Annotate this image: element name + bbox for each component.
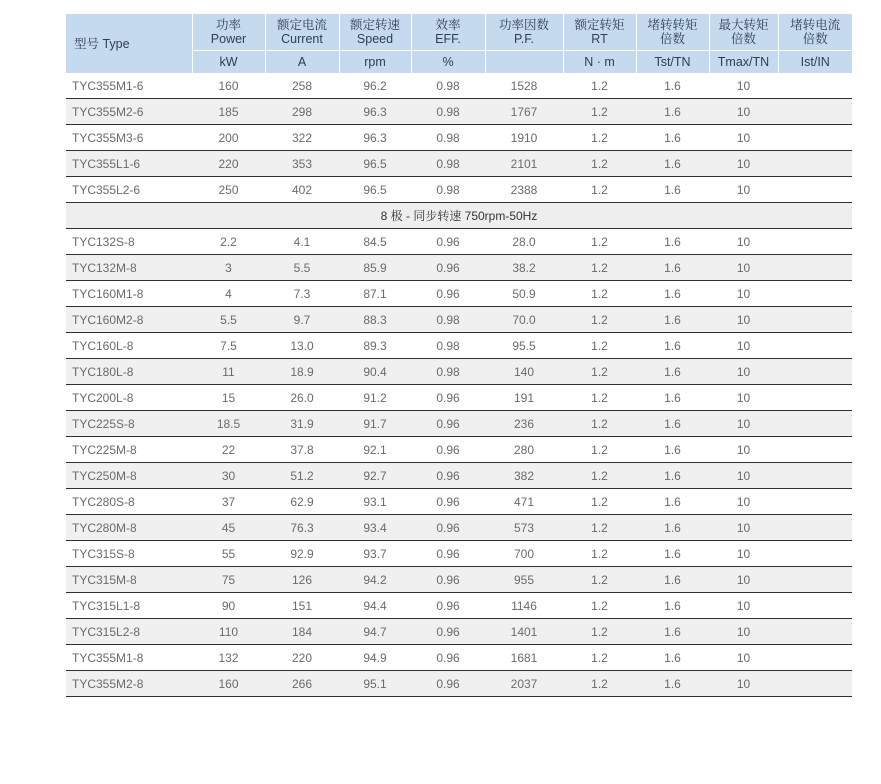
table-header [66,14,852,73]
table-cell: 92.9 [265,541,339,567]
header-line: EFF. [435,32,461,46]
table-cell: 96.3 [339,125,411,151]
header-speed [339,14,411,51]
table-cell: 0.96 [411,645,485,671]
table-cell: 0.98 [411,73,485,99]
table-cell: 10 [709,567,778,593]
unit-rated-torque: N · m [563,51,636,74]
table-cell: 1.6 [636,229,709,255]
table-cell: 1.2 [563,671,636,697]
table-cell [778,567,852,593]
table-cell: 10 [709,619,778,645]
cell-model: TYC315M-8 [66,567,192,593]
table-cell: 353 [265,151,339,177]
table-cell: 10 [709,593,778,619]
table-cell: 94.9 [339,645,411,671]
table-cell: 1.2 [563,281,636,307]
table-row [66,255,852,281]
unit-speed: rpm [339,51,411,74]
table-row [66,177,852,203]
table-cell: 1.2 [563,541,636,567]
table-cell: 132 [192,645,265,671]
table-cell: 0.96 [411,515,485,541]
table-cell: 96.5 [339,151,411,177]
table-cell: 10 [709,645,778,671]
table-cell [778,177,852,203]
table-cell: 10 [709,411,778,437]
cell-model: TYC180L-8 [66,359,192,385]
table-cell: 0.98 [411,307,485,333]
table-cell: 10 [709,255,778,281]
table-cell: 9.7 [265,307,339,333]
table-row [66,411,852,437]
table-cell: 0.96 [411,619,485,645]
table-cell: 75 [192,567,265,593]
table-cell: 298 [265,99,339,125]
table-cell: 10 [709,307,778,333]
table-row [66,229,852,255]
table-cell: 3 [192,255,265,281]
table-cell: 55 [192,541,265,567]
table-cell: 1681 [485,645,563,671]
table-cell: 0.96 [411,463,485,489]
table-cell: 1.6 [636,489,709,515]
table-row [66,125,852,151]
table-cell: 94.7 [339,619,411,645]
cell-model: TYC160M2-8 [66,307,192,333]
table-row [66,567,852,593]
table-cell: 1.2 [563,411,636,437]
table-row [66,359,852,385]
table-cell: 1.6 [636,281,709,307]
header-title-row [66,14,852,51]
cell-model: TYC225S-8 [66,411,192,437]
table-cell: 10 [709,333,778,359]
table-cell: 94.4 [339,593,411,619]
table-cell [778,645,852,671]
header-power [192,14,265,51]
unit-current: A [265,51,339,74]
table-cell [778,333,852,359]
table-cell [778,359,852,385]
section-title: 8 极 - 同步转速 750rpm-50Hz [66,203,852,229]
cell-model: TYC315L2-8 [66,619,192,645]
table-cell: 93.4 [339,515,411,541]
table-cell [778,73,852,99]
table-cell: 37.8 [265,437,339,463]
table-cell: 1.2 [563,359,636,385]
table-cell: 955 [485,567,563,593]
table-cell: 1.2 [563,333,636,359]
table-cell: 10 [709,671,778,697]
header-line: 功率因数 [498,18,549,32]
table-cell: 1.6 [636,99,709,125]
cell-model: TYC160L-8 [66,333,192,359]
header-line: 堵转电流 [790,18,841,32]
table-cell: 45 [192,515,265,541]
table-cell: 1401 [485,619,563,645]
header-efficiency [411,14,485,51]
table-cell: 160 [192,73,265,99]
cell-model: TYC280M-8 [66,515,192,541]
table-cell: 1.2 [563,567,636,593]
table-cell: 1.2 [563,515,636,541]
table-cell: 280 [485,437,563,463]
table-cell: 10 [709,151,778,177]
table-cell: 0.96 [411,567,485,593]
table-cell: 88.3 [339,307,411,333]
table-cell: 0.96 [411,255,485,281]
header-line: P.F. [514,32,534,46]
table-cell: 18.9 [265,359,339,385]
table-cell: 0.96 [411,541,485,567]
table-cell: 1.6 [636,73,709,99]
table-cell: 22 [192,437,265,463]
table-cell: 1.2 [563,125,636,151]
table-cell: 1.2 [563,73,636,99]
cell-model: TYC280S-8 [66,489,192,515]
table-cell: 0.96 [411,437,485,463]
header-line: 最大转矩 [718,18,769,32]
table-cell: 220 [265,645,339,671]
unit-locked-rotor-torque: Tst/TN [636,51,709,74]
table-cell: 1.2 [563,177,636,203]
unit-power-factor [485,51,563,74]
table-cell: 10 [709,489,778,515]
table-cell: 258 [265,73,339,99]
header-current [265,14,339,51]
table-cell: 84.5 [339,229,411,255]
header-line: 额定转矩 [574,18,625,32]
table-cell: 140 [485,359,563,385]
table-cell: 1146 [485,593,563,619]
table-row [66,489,852,515]
table-row [66,333,852,359]
table-cell [778,411,852,437]
table-cell: 26.0 [265,385,339,411]
table-cell: 0.96 [411,385,485,411]
table-row [66,645,852,671]
table-cell: 94.2 [339,567,411,593]
table-cell: 93.1 [339,489,411,515]
table-cell: 10 [709,463,778,489]
unit-locked-rotor-current: Ist/IN [778,51,852,74]
cell-model: TYC315L1-8 [66,593,192,619]
table-cell: 0.98 [411,99,485,125]
table-cell: 1.6 [636,307,709,333]
table-body [66,73,852,697]
header-line: 堵转转矩 [647,18,698,32]
table-cell: 1.6 [636,359,709,385]
table-cell: 1.6 [636,515,709,541]
table-cell [778,489,852,515]
unit-max-torque: Tmax/TN [709,51,778,74]
table-cell: 322 [265,125,339,151]
table-cell: 92.1 [339,437,411,463]
table-cell: 0.98 [411,125,485,151]
table-cell: 1.6 [636,177,709,203]
table-cell: 96.5 [339,177,411,203]
table-cell: 200 [192,125,265,151]
table-cell: 382 [485,463,563,489]
table-cell: 1.2 [563,255,636,281]
motor-spec-table [66,14,852,697]
cell-model: TYC225M-8 [66,437,192,463]
table-cell [778,385,852,411]
table-cell: 2101 [485,151,563,177]
header-line: Speed [356,32,394,46]
table-cell: 110 [192,619,265,645]
table-cell: 160 [192,671,265,697]
header-rated-torque [563,14,636,51]
table-cell: 1910 [485,125,563,151]
table-cell: 10 [709,515,778,541]
header-line: 倍数 [659,32,685,46]
table-cell: 1.6 [636,541,709,567]
table-cell: 13.0 [265,333,339,359]
table-cell: 1.6 [636,593,709,619]
table-cell: 1.2 [563,593,636,619]
table-row [66,151,852,177]
table-cell: 91.2 [339,385,411,411]
table-cell: 7.5 [192,333,265,359]
table-cell [778,99,852,125]
table-row [66,463,852,489]
table-cell: 1.6 [636,385,709,411]
table-row [66,541,852,567]
table-cell: 0.98 [411,359,485,385]
table-cell: 89.3 [339,333,411,359]
table-cell: 38.2 [485,255,563,281]
table-row [66,619,852,645]
table-cell: 1.6 [636,463,709,489]
table-cell: 96.2 [339,73,411,99]
table-row [66,281,852,307]
cell-model: TYC355M3-6 [66,125,192,151]
table-cell [778,463,852,489]
table-row [66,73,852,99]
table-cell: 5.5 [192,307,265,333]
table-cell [778,281,852,307]
table-cell: 700 [485,541,563,567]
table-cell: 1.2 [563,463,636,489]
header-line: 功率 [215,18,241,32]
table-cell: 2388 [485,177,563,203]
table-cell: 2.2 [192,229,265,255]
table-cell [778,619,852,645]
table-cell: 91.7 [339,411,411,437]
table-cell: 0.98 [411,177,485,203]
table-cell: 30 [192,463,265,489]
table-cell: 10 [709,177,778,203]
table-cell: 15 [192,385,265,411]
table-cell: 0.98 [411,333,485,359]
table-cell: 7.3 [265,281,339,307]
table-cell: 10 [709,99,778,125]
table-cell [778,541,852,567]
header-line: Power [210,32,247,46]
header-max-torque [709,14,778,51]
table-cell: 0.96 [411,489,485,515]
table-cell: 90.4 [339,359,411,385]
table-cell [778,229,852,255]
table-cell: 10 [709,385,778,411]
table-cell: 1.6 [636,151,709,177]
table-row [66,307,852,333]
table-cell: 1.2 [563,645,636,671]
table-cell: 11 [192,359,265,385]
table-cell: 191 [485,385,563,411]
cell-model: TYC355L1-6 [66,151,192,177]
header-model: 型号 Type [66,14,192,73]
table-cell: 0.96 [411,229,485,255]
header-line: 效率 [435,18,461,32]
table-cell: 0.96 [411,411,485,437]
table-cell: 28.0 [485,229,563,255]
table-cell: 1.6 [636,411,709,437]
table-cell: 10 [709,281,778,307]
table-cell: 92.7 [339,463,411,489]
table-cell: 184 [265,619,339,645]
table-cell: 10 [709,359,778,385]
table-cell: 95.5 [485,333,563,359]
cell-model: TYC160M1-8 [66,281,192,307]
cell-model: TYC250M-8 [66,463,192,489]
header-line: 倍数 [802,32,828,46]
cell-model: TYC315S-8 [66,541,192,567]
table-cell: 10 [709,229,778,255]
table-cell: 31.9 [265,411,339,437]
table-cell: 1.6 [636,567,709,593]
cell-model: TYC355M2-6 [66,99,192,125]
header-line: 额定转速 [349,18,400,32]
table-cell: 1.2 [563,619,636,645]
cell-model: TYC200L-8 [66,385,192,411]
table-cell: 37 [192,489,265,515]
table-cell: 1.2 [563,229,636,255]
table-cell: 402 [265,177,339,203]
header-line: RT [591,32,608,46]
table-cell: 126 [265,567,339,593]
table-cell: 1.2 [563,99,636,125]
table-row [66,99,852,125]
header-line: 倍数 [730,32,756,46]
table-cell: 50.9 [485,281,563,307]
header-locked-rotor-current [778,14,852,51]
table-cell: 1.2 [563,307,636,333]
table-cell: 1.6 [636,671,709,697]
table-cell: 10 [709,541,778,567]
cell-model: TYC355M2-8 [66,671,192,697]
table-cell: 0.98 [411,151,485,177]
table-cell: 18.5 [192,411,265,437]
table-cell: 62.9 [265,489,339,515]
table-cell: 1.2 [563,151,636,177]
table-cell: 4 [192,281,265,307]
header-line: 额定电流 [276,18,327,32]
table-cell: 1.2 [563,437,636,463]
table-row [66,437,852,463]
cell-model: TYC355M1-6 [66,73,192,99]
cell-model: TYC355L2-6 [66,177,192,203]
table-cell: 250 [192,177,265,203]
table-cell: 85.9 [339,255,411,281]
table-cell: 266 [265,671,339,697]
table-cell: 1.2 [563,489,636,515]
table-cell: 93.7 [339,541,411,567]
header-locked-rotor-torque [636,14,709,51]
table-cell: 76.3 [265,515,339,541]
table-cell: 1.6 [636,437,709,463]
table-cell [778,125,852,151]
table-cell: 10 [709,437,778,463]
table-cell: 1.6 [636,619,709,645]
table-cell [778,437,852,463]
table-cell: 471 [485,489,563,515]
header-power-factor [485,14,563,51]
table-cell: 0.96 [411,671,485,697]
table-cell: 1528 [485,73,563,99]
table-cell: 573 [485,515,563,541]
table-cell: 236 [485,411,563,437]
table-cell: 5.5 [265,255,339,281]
table-cell: 1.2 [563,385,636,411]
table-cell: 4.1 [265,229,339,255]
cell-model: TYC355M1-8 [66,645,192,671]
table-cell: 51.2 [265,463,339,489]
table-cell: 90 [192,593,265,619]
table-cell: 96.3 [339,99,411,125]
section-row [66,203,852,229]
table-cell: 2037 [485,671,563,697]
table-row [66,671,852,697]
table-cell: 1.6 [636,645,709,671]
table-row [66,385,852,411]
table-cell: 10 [709,125,778,151]
table-cell: 1.6 [636,255,709,281]
table-cell [778,593,852,619]
unit-efficiency: % [411,51,485,74]
table-cell [778,151,852,177]
table-cell [778,515,852,541]
table-cell: 10 [709,73,778,99]
table-cell: 0.96 [411,281,485,307]
header-line: Current [281,32,323,46]
table-cell: 1.6 [636,333,709,359]
table-cell: 220 [192,151,265,177]
table-cell: 1.6 [636,125,709,151]
table-cell: 87.1 [339,281,411,307]
table-cell: 0.96 [411,593,485,619]
table-cell: 185 [192,99,265,125]
table-cell: 70.0 [485,307,563,333]
table-cell [778,307,852,333]
cell-model: TYC132S-8 [66,229,192,255]
cell-model: TYC132M-8 [66,255,192,281]
table-cell [778,255,852,281]
table-cell [778,671,852,697]
table-cell: 95.1 [339,671,411,697]
table-row [66,515,852,541]
table-row [66,593,852,619]
unit-power: kW [192,51,265,74]
table-cell: 151 [265,593,339,619]
table-cell: 1767 [485,99,563,125]
